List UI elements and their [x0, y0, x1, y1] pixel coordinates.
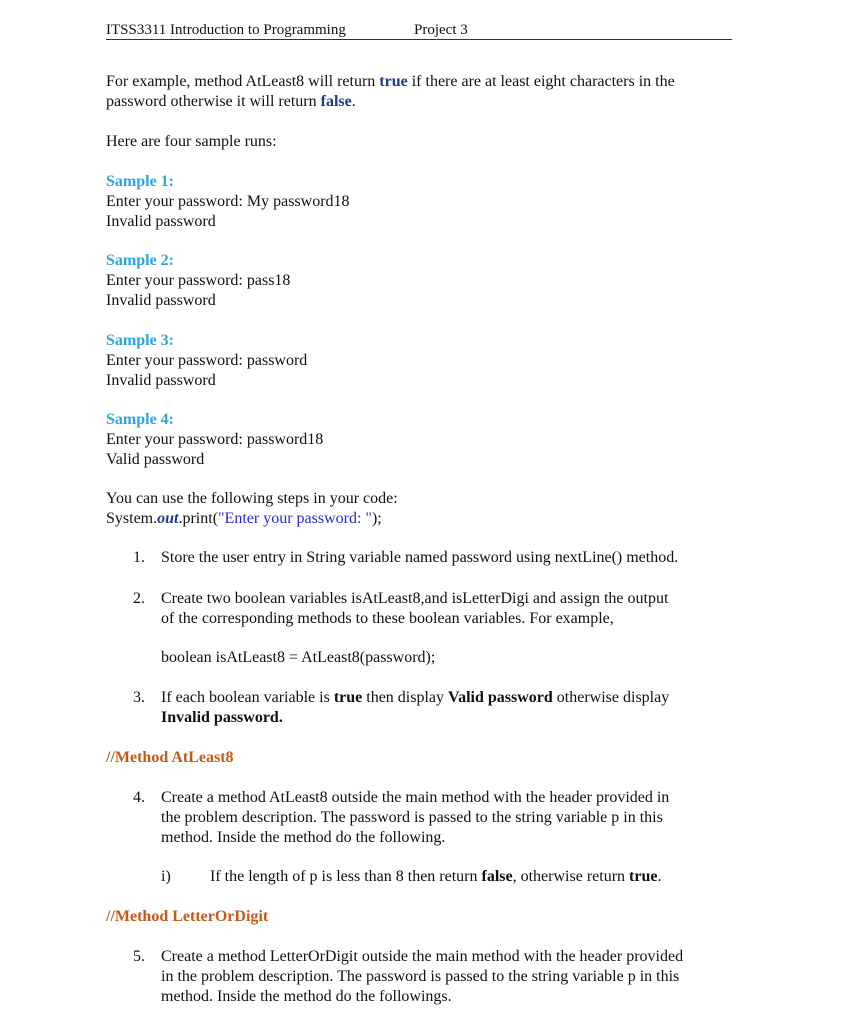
step-4-text	[161, 788, 731, 848]
code-token: );	[371, 510, 382, 527]
step-1-text: Store the user entry in String variable named password using nextLine() method.	[161, 549, 679, 566]
sample-prompt: Enter your password: My password18	[106, 193, 350, 210]
samples-intro: Here are four sample runs:	[106, 133, 277, 150]
step-4-line: the problem description. The password is passed to the string variable p in this	[161, 809, 663, 826]
step-2-code: boolean isAtLeast8 = AtLeast8(password);	[161, 649, 436, 666]
steps-intro-text: You can use the following steps in your code:	[106, 490, 398, 507]
keyword-false: false	[481, 868, 513, 885]
course-title: ITSS3311 Introduction to Programming	[106, 22, 346, 38]
step-3-segment: then display	[362, 689, 449, 706]
substep-segment: If the length of p is less than 8 then return	[210, 868, 482, 885]
sample-prompt: Enter your password: pass18	[106, 272, 291, 289]
step-5-line: in the problem description. The password is passed to the string variable p in this	[161, 968, 680, 985]
project-label: Project 3	[414, 22, 468, 38]
invalid-password-label: Invalid password.	[161, 709, 283, 726]
step-2-text	[161, 589, 731, 629]
substep-segment: .	[657, 868, 662, 885]
method-atleast8-heading: //Method AtLeast8	[106, 749, 234, 766]
sample-1	[106, 172, 732, 232]
substep-segment: , otherwise return	[512, 868, 630, 885]
code-token: System.	[106, 510, 158, 527]
intro-text: For example, method AtLeast8 will return	[106, 73, 380, 90]
sample-2	[106, 251, 732, 311]
page-header	[106, 19, 732, 40]
sample-prompt: Enter your password: password18	[106, 431, 324, 448]
substep-number: i)	[161, 868, 171, 885]
sample-3	[106, 331, 732, 391]
substep-text	[210, 867, 661, 887]
step-number: 1.	[133, 549, 145, 566]
intro-paragraph	[106, 72, 732, 112]
code-token: .print(	[178, 510, 219, 527]
intro-text: .	[351, 93, 356, 110]
step-number: 2.	[133, 590, 145, 607]
keyword-true: true	[629, 868, 658, 885]
step-number: 3.	[133, 689, 145, 706]
sample-title: Sample 3:	[106, 332, 174, 349]
step-number: 5.	[133, 948, 145, 965]
keyword-true: true	[379, 73, 408, 90]
sample-result: Valid password	[106, 451, 205, 468]
step-number: 4.	[133, 789, 145, 806]
step-5-text	[161, 947, 731, 1007]
sample-title: Sample 1:	[106, 173, 174, 190]
keyword-false: false	[320, 93, 352, 110]
sample-4	[106, 410, 732, 470]
sample-result: Invalid password	[106, 213, 216, 230]
step-2-line: of the corresponding methods to these boolean variables. For example,	[161, 610, 614, 627]
code-print-line	[106, 509, 732, 529]
sample-title: Sample 2:	[106, 252, 174, 269]
step-3-segment: If each boolean variable is	[161, 689, 334, 706]
step-4-line: Create a method AtLeast8 outside the main method with the header provided in	[161, 789, 670, 806]
step-2-line: Create two boolean variables isAtLeast8,and isLetterDigi and assign the output	[161, 590, 669, 607]
step-3-text	[161, 688, 731, 728]
sample-result: Invalid password	[106, 372, 216, 389]
sample-title: Sample 4:	[106, 411, 174, 428]
method-letterordigit-heading: //Method LetterOrDigit	[106, 908, 269, 925]
sample-result: Invalid password	[106, 292, 216, 309]
intro-text: if there are at least eight characters in the	[407, 73, 675, 90]
code-token-out: out	[157, 510, 179, 527]
valid-password-label: Valid password	[448, 689, 553, 706]
sample-prompt: Enter your password: password	[106, 352, 308, 369]
keyword-true: true	[333, 689, 363, 706]
code-string: "Enter your password: "	[218, 510, 372, 527]
steps-intro	[106, 489, 732, 529]
step-3-segment: otherwise display	[552, 689, 670, 706]
step-5-line: method. Inside the method do the followings.	[161, 988, 452, 1005]
intro-text: password otherwise it will return	[106, 93, 321, 110]
step-5-line: Create a method LetterOrDigit outside the main method with the header provided	[161, 948, 684, 965]
step-4-line: method. Inside the method do the following.	[161, 829, 446, 846]
